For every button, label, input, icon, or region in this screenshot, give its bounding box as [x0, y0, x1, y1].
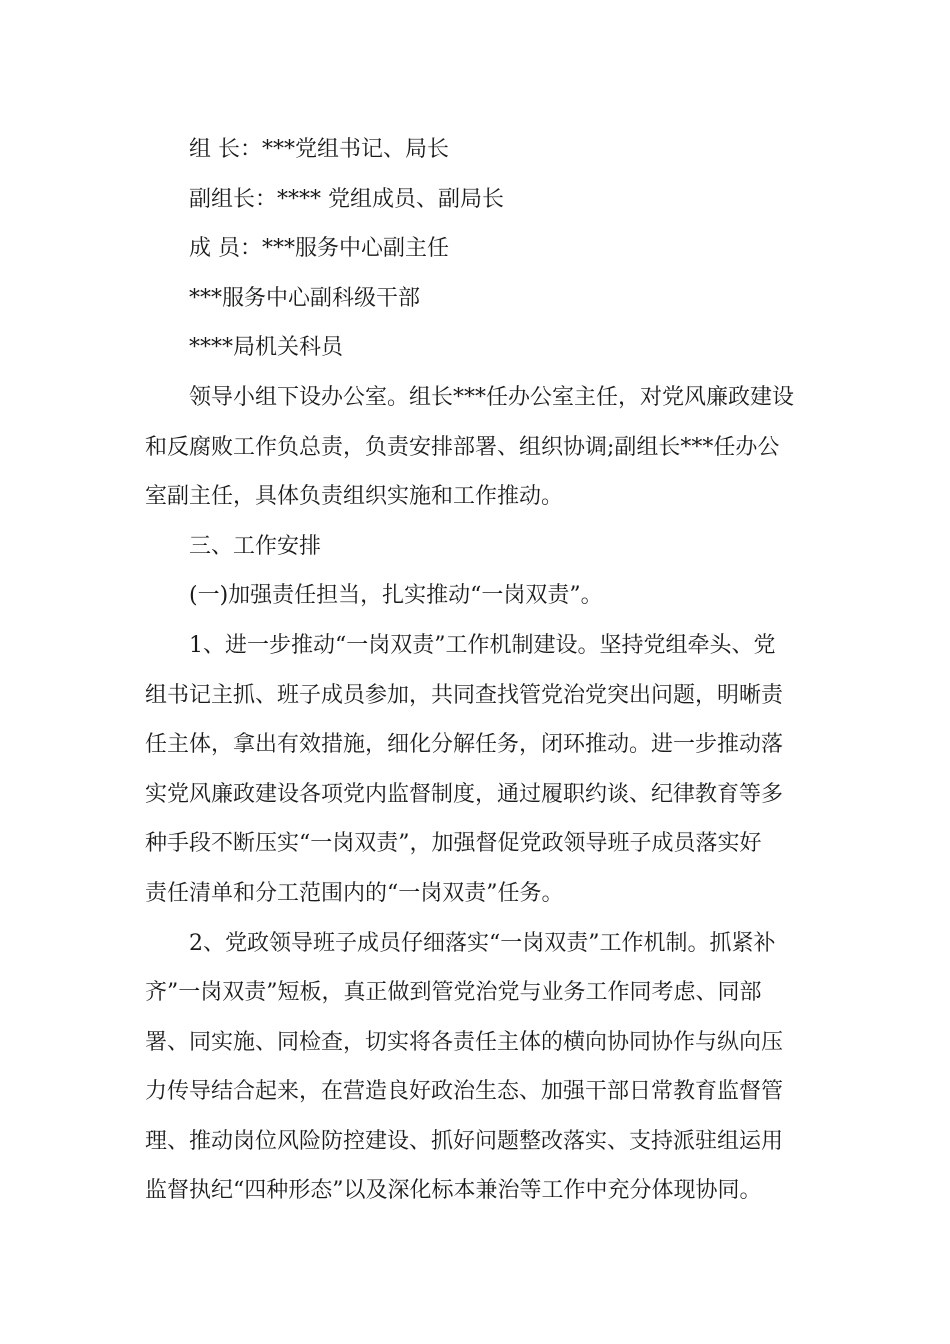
text-line: 和反腐败工作负总责，负责安排部署、组织协调;副组长***任办公 [145, 434, 780, 460]
document-body [145, 125, 810, 1216]
text-line: 2、党政领导班子成员仔细落实“一岗双责”工作机制。抓紧补 [189, 930, 776, 956]
text-line: 副组长：**** 党组成员、副局长 [189, 186, 504, 212]
text-line: 齐”一岗双责”短板，真正做到管党治党与业务工作同考虑、同部 [145, 980, 762, 1006]
text-line: 责任清单和分工范围内的“一岗双责”任务。 [145, 880, 564, 906]
text-line: (一)加强责任担当，扎实推动“一岗双责”。 [189, 583, 603, 609]
text-line: 种手段不断压实“一岗双责”，加强督促党政领导班子成员落实好 [145, 831, 762, 857]
text-line: 署、同实施、同检查，切实将各责任主体的横向协同协作与纵向压 [145, 1029, 784, 1055]
text-line: 理、推动岗位风险防控建设、抓好问题整改落实、支持派驻组运用 [145, 1128, 784, 1154]
text-line: 组 长：***党组书记、局长 [189, 137, 449, 162]
text-line: 三、工作安排 [189, 533, 322, 559]
text-line: 成 员：***服务中心副主任 [189, 236, 449, 262]
text-line: 1、进一步推动“一岗双责”工作机制建设。坚持党组牵头、党 [189, 632, 776, 658]
text-line: 组书记主抓、班子成员参加，共同查找管党治党突出问题，明晰责 [145, 682, 784, 708]
text-line: 领导小组下设办公室。组长***任办公室主任，对党风廉政建设 [189, 384, 795, 410]
text-line: ****局机关科员 [189, 335, 344, 361]
text-line: 监督执纪“四种形态”以及深化标本兼治等工作中充分体现协同。 [145, 1178, 762, 1204]
text-line: 室副主任，具体负责组织实施和工作推动。 [145, 484, 564, 510]
text-line: 力传导结合起来，在营造良好政治生态、加强干部日常教育监督管 [145, 1079, 784, 1105]
text-line: 实党风廉政建设各项党内监督制度，通过履职约谈、纪律教育等多 [145, 781, 784, 807]
text-line: 任主体，拿出有效措施，细化分解任务，闭环推动。进一步推动落 [145, 732, 784, 758]
text-line: ***服务中心副科级干部 [189, 285, 421, 311]
